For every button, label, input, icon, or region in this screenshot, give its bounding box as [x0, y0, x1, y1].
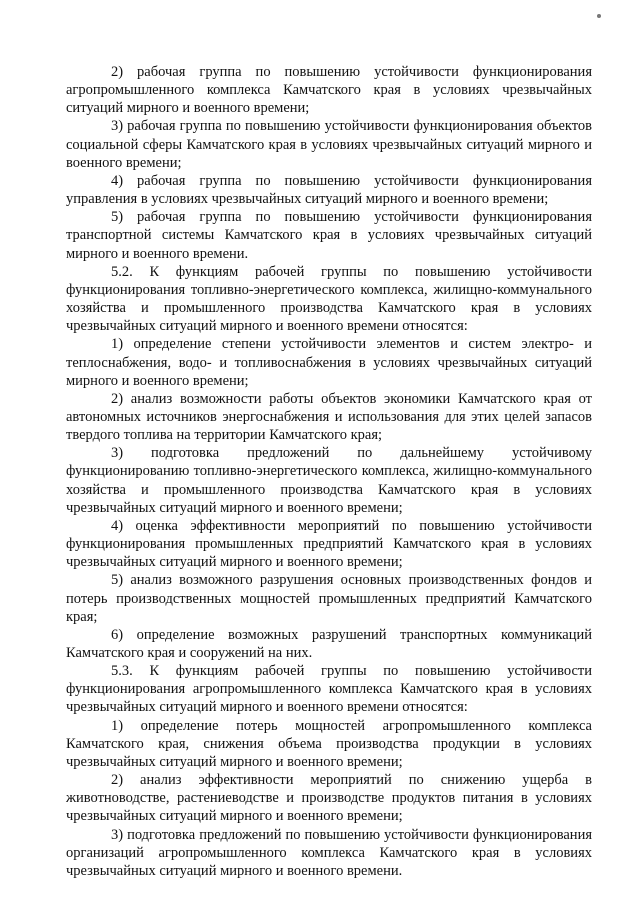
paragraph-list-item: 4) оценка эффективности мероприятий по повышению устойчивости функционирования промышленных предприятий Камчатского края в условиях чрезвычайных ситуаций мирного и военного времени; [66, 517, 592, 571]
paragraph-section-5-3: 5.3. К функциям рабочей группы по повышению устойчивости функционирования агропромышленного комплекса Камчатского края в условиях чрезвычайных ситуаций мирного и военного времени относятся: [66, 663, 592, 716]
paragraph-list-item: 2) анализ возможности работы объектов экономики Камчатского края от автономных источников энергоснабжения и использования для этих целей запасов твердого топлива на территории Камчатского края; [66, 390, 592, 444]
paragraph-list-item: 5) анализ возможного разрушения основных производственных фондов и потерь производственных мощностей промышленных предприятий Камчатского края; [66, 572, 592, 625]
paragraph-list-item: 3) рабочая группа по повышению устойчивости функционирования объектов социальной сферы Камчатского края в условиях чрезвычайных ситуаций мирного и военного времени; [66, 118, 592, 171]
paragraph-list-item: 6) определение возможных разрушений транспортных коммуникаций Камчатского края и сооружений на них. [66, 626, 592, 661]
paragraph-list-item: 2) анализ эффективности мероприятий по снижению ущерба в животноводстве, растениеводстве и производстве продуктов питания в условиях чрезвычайных ситуаций мирного и военного времени; [66, 772, 592, 825]
scan-speck [597, 14, 601, 18]
paragraph-list-item: 3) подготовка предложений по дальнейшему устойчивому функционированию топливно-энергетического комплекса, жилищно-коммунального хозяйства и промышленного производства Камчатского края в условиях чрезвычайных ситуаций мирного и военного времени; [66, 445, 592, 516]
document-body [66, 63, 592, 880]
paragraph-list-item: 5) рабочая группа по повышению устойчивости функционирования транспортной системы Камчатского края в условиях чрезвычайных ситуаций мирного и военного времени. [66, 209, 592, 262]
paragraph-list-item: 1) определение степени устойчивости элементов и систем электро- и теплоснабжения, водо- и топливоснабжения в условиях чрезвычайных ситуаций мирного и военного времени; [66, 336, 592, 389]
paragraph-list-item: 3) подготовка предложений по повышению устойчивости функционирования организаций агропромышленного комплекса Камчатского края в условиях чрезвычайных ситуаций мирного и военного времени. [66, 826, 592, 879]
paragraph-list-item: 1) определение потерь мощностей агропромышленного комплекса Камчатского края, снижения объема производства продукции в условиях чрезвычайных ситуаций мирного и военного времени; [66, 717, 592, 770]
paragraph-section-5-2: 5.2. К функциям рабочей группы по повышению устойчивости функционирования топливно-энергетического комплекса, жилищно-коммунального хозяйства и промышленного производства Камчатского края в условиях чрезвычайных ситуаций мирного и военного времени относятся: [66, 263, 592, 335]
paragraph-list-item: 2) рабочая группа по повышению устойчивости функционирования агропромышленного комплекса Камчатского края в условиях чрезвычайных ситуаций мирного и военного времени; [66, 64, 592, 117]
paragraph-list-item: 4) рабочая группа по повышению устойчивости функционирования управления в условиях чрезвычайных ситуаций мирного и военного времени; [66, 172, 592, 208]
